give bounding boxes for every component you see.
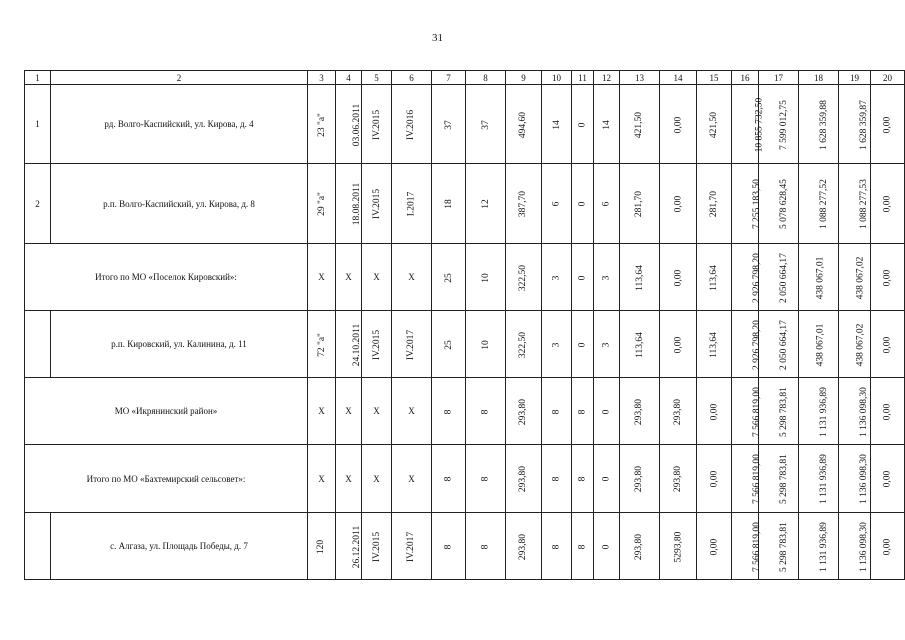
column-header: 13 [620, 71, 660, 85]
cell-c16 [732, 311, 762, 378]
cell-value: 14 [601, 119, 612, 130]
cell-value: 0,00 [882, 336, 893, 353]
table-row [25, 513, 905, 580]
cell-value: 293,80 [634, 398, 645, 425]
data-table [24, 70, 905, 580]
cell-c12 [594, 164, 620, 244]
cell-value: 37 [480, 119, 491, 130]
cell-value: 8 [577, 409, 588, 414]
cell-c8 [466, 85, 506, 164]
cell-value: I.2017 [406, 191, 417, 217]
column-header: 11 [572, 71, 594, 85]
cell-c9 [506, 311, 542, 378]
cell-c8 [466, 445, 506, 513]
cell-value: 421,50 [634, 111, 645, 138]
cell-c18 [799, 378, 839, 445]
cell-c3 [308, 85, 336, 164]
cell-c16 [732, 164, 762, 244]
cell-value: 1 131 936,89 [818, 521, 829, 572]
cell-c20 [871, 311, 905, 378]
cell-value: 1 088 277,53 [858, 179, 869, 229]
cell-c16 [732, 513, 762, 580]
cell-value: X [373, 272, 380, 282]
cell-c4 [336, 311, 362, 378]
cell-c4 [336, 378, 362, 445]
cell-value: 494,60 [518, 111, 529, 138]
address-cell: рд. Волго-Каспийский, ул. Кирова, д. 4 [51, 85, 308, 164]
cell-value: 438 067,02 [855, 323, 866, 366]
cell-value: 113,64 [634, 331, 645, 358]
cell-c4 [336, 244, 362, 311]
cell-c13 [620, 244, 660, 311]
column-header: 10 [542, 71, 572, 85]
cell-value: 8 [443, 544, 454, 549]
cell-value: 14 [551, 119, 562, 130]
cell-c13 [620, 85, 660, 164]
cell-value: 0,00 [882, 470, 893, 488]
cell-value: 293,80 [634, 533, 645, 560]
cell-c6 [392, 445, 432, 513]
cell-value: 12 [480, 199, 491, 209]
cell-c11 [572, 85, 594, 164]
cell-value: 322,50 [518, 264, 529, 291]
cell-value: 0 [601, 544, 612, 549]
cell-c18 [799, 311, 839, 378]
cell-value: 0,00 [882, 116, 893, 133]
cell-c8 [466, 378, 506, 445]
cell-value: 23 "а" [316, 112, 327, 137]
table-row [25, 311, 905, 378]
cell-value: 8 [577, 476, 588, 482]
cell-value: 7 599 012,75 [778, 99, 789, 150]
cell-c18 [799, 244, 839, 311]
cell-c6 [392, 85, 432, 164]
cell-value: 0,00 [882, 195, 893, 213]
cell-c4 [336, 513, 362, 580]
cell-value: 1 628 359,88 [818, 99, 829, 150]
cell-c7 [432, 164, 466, 244]
cell-value: 8 [443, 409, 454, 414]
cell-value: 0 [601, 409, 612, 414]
column-header: 20 [871, 71, 905, 85]
column-header: 18 [799, 71, 839, 85]
cell-c14 [660, 513, 697, 580]
cell-c9 [506, 244, 542, 311]
table-row [25, 85, 905, 164]
cell-c18 [799, 513, 839, 580]
cell-value: 1 088 277,52 [818, 179, 829, 229]
cell-value: 113,64 [634, 264, 645, 291]
cell-value: 37 [443, 119, 454, 130]
cell-value: 24.10.2011 [352, 323, 363, 366]
cell-c13 [620, 164, 660, 244]
page-number: 31 [432, 32, 443, 44]
cell-c16 [732, 244, 762, 311]
cell-value: 0,00 [709, 403, 719, 420]
column-header: 17 [759, 71, 799, 85]
cell-value: 2 926 798,20 [751, 319, 762, 370]
cell-c4 [336, 164, 362, 244]
cell-c7 [432, 244, 466, 311]
cell-c13 [620, 311, 660, 378]
cell-value: IV.2017 [406, 531, 417, 562]
row-number: 2 [25, 164, 51, 244]
address-cell: с. Алгаза, ул. Площадь Победы, д. 7 [51, 513, 308, 580]
cell-value: 0,00 [673, 116, 683, 133]
cell-value: X [408, 272, 415, 282]
column-header: 4 [336, 71, 362, 85]
cell-c5 [362, 85, 392, 164]
cell-value: IV.2017 [406, 329, 417, 360]
cell-c19 [839, 85, 871, 164]
cell-c10 [542, 85, 572, 164]
cell-c17 [759, 244, 799, 311]
cell-value: 0 [577, 342, 588, 347]
column-header: 6 [392, 71, 432, 85]
cell-value: 5293,80 [673, 531, 683, 562]
cell-c3 [308, 513, 336, 580]
cell-c14 [660, 311, 697, 378]
cell-c3 [308, 378, 336, 445]
cell-c19 [839, 445, 871, 513]
cell-value: IV.2015 [372, 109, 383, 140]
cell-c9 [506, 164, 542, 244]
cell-value: 438 067,01 [815, 256, 826, 299]
cell-value: 10 [480, 339, 491, 350]
cell-value: 29 "а" [316, 192, 327, 216]
cell-value: 387,70 [518, 190, 529, 218]
cell-c4 [336, 445, 362, 513]
cell-c6 [392, 378, 432, 445]
cell-c8 [466, 244, 506, 311]
column-header: 15 [697, 71, 732, 85]
cell-c18 [799, 85, 839, 164]
cell-c3 [308, 244, 336, 311]
row-label: Итого по МО «Бахтемирский сельсовет»: [25, 445, 308, 513]
cell-c15 [697, 513, 732, 580]
cell-value: 0,00 [882, 538, 893, 555]
cell-value: 120 [316, 539, 327, 554]
cell-value: 1 628 359,87 [858, 99, 869, 150]
cell-value: 0,00 [882, 403, 893, 420]
cell-value: 293,80 [518, 533, 529, 560]
cell-value: 0,00 [673, 269, 683, 286]
cell-value: 10 855 732,50 [754, 97, 765, 152]
cell-value: 0,00 [709, 538, 719, 555]
cell-value: 293,80 [634, 465, 645, 493]
cell-c17 [759, 164, 799, 244]
cell-c20 [871, 164, 905, 244]
cell-c7 [432, 378, 466, 445]
cell-value: 10 [480, 272, 491, 283]
header-row [25, 71, 905, 85]
cell-value: 293,80 [673, 398, 683, 425]
cell-value: 113,64 [709, 331, 719, 358]
cell-c11 [572, 513, 594, 580]
cell-value: 293,80 [518, 398, 529, 425]
cell-c19 [839, 311, 871, 378]
cell-value: 03.06.2011 [352, 103, 363, 146]
cell-c20 [871, 445, 905, 513]
cell-value: 3 [601, 275, 612, 280]
cell-value: IV.2015 [372, 188, 383, 220]
cell-value: X [408, 473, 415, 484]
cell-c10 [542, 513, 572, 580]
cell-c11 [572, 164, 594, 244]
cell-value: 1 136 098,30 [858, 521, 869, 572]
column-header: 9 [506, 71, 542, 85]
cell-c10 [542, 445, 572, 513]
cell-c6 [392, 244, 432, 311]
cell-value: X [318, 473, 325, 484]
cell-c9 [506, 445, 542, 513]
cell-value: 72 "а" [316, 332, 327, 357]
cell-c16 [732, 445, 762, 513]
cell-c19 [839, 164, 871, 244]
cell-value: IV.2015 [372, 329, 383, 360]
cell-c7 [432, 85, 466, 164]
cell-value: 438 067,02 [855, 256, 866, 299]
address-cell: р.п. Волго-Каспийский, ул. Кирова, д. 8 [51, 164, 308, 244]
cell-value: 1 131 936,89 [818, 386, 829, 437]
cell-value: IV.2015 [372, 531, 383, 562]
column-header: 14 [660, 71, 697, 85]
summary-row [25, 244, 905, 311]
cell-value: 6 [551, 201, 562, 207]
cell-c14 [660, 164, 697, 244]
cell-value: 7 566 819,00 [751, 386, 762, 437]
cell-value: 0,00 [673, 195, 683, 213]
cell-value: 8 [480, 476, 491, 482]
cell-value: 0 [577, 122, 588, 127]
column-header: 8 [466, 71, 506, 85]
cell-c18 [799, 164, 839, 244]
cell-value: 293,80 [518, 465, 529, 493]
cell-c13 [620, 378, 660, 445]
cell-value: X [373, 406, 380, 416]
cell-c7 [432, 311, 466, 378]
cell-c5 [362, 164, 392, 244]
cell-value: 5 298 783,81 [778, 521, 789, 572]
cell-value: 5 298 783,81 [778, 454, 789, 504]
cell-value: 0,00 [673, 336, 683, 353]
cell-c15 [697, 378, 732, 445]
cell-c12 [594, 513, 620, 580]
cell-c12 [594, 311, 620, 378]
cell-value: 8 [480, 409, 491, 414]
cell-c7 [432, 513, 466, 580]
cell-c10 [542, 164, 572, 244]
cell-c12 [594, 445, 620, 513]
cell-c17 [759, 311, 799, 378]
cell-value: 438 067,01 [815, 323, 826, 366]
cell-c5 [362, 445, 392, 513]
cell-value: 3 [551, 342, 562, 347]
cell-value: 2 050 664,17 [778, 252, 789, 303]
address-cell: р.п. Кировский, ул. Калинина, д. 11 [51, 311, 308, 378]
cell-value: 2 926 798,20 [751, 252, 762, 303]
cell-c15 [697, 311, 732, 378]
cell-value: 18.08.2011 [352, 182, 363, 226]
cell-c14 [660, 85, 697, 164]
cell-value: X [345, 473, 352, 484]
cell-c5 [362, 378, 392, 445]
cell-value: 8 [443, 476, 454, 482]
cell-c11 [572, 244, 594, 311]
cell-value: X [318, 272, 325, 282]
summary-row [25, 378, 905, 445]
cell-c13 [620, 513, 660, 580]
cell-value: 281,70 [709, 190, 719, 218]
cell-value: X [345, 272, 352, 282]
cell-value: 6 [601, 201, 612, 207]
cell-c12 [594, 378, 620, 445]
cell-value: 113,64 [709, 264, 719, 291]
cell-c8 [466, 311, 506, 378]
cell-c20 [871, 244, 905, 311]
column-header: 5 [362, 71, 392, 85]
cell-c16 [732, 85, 765, 164]
cell-c11 [572, 311, 594, 378]
cell-c12 [594, 85, 620, 164]
cell-c17 [759, 513, 799, 580]
column-header: 12 [594, 71, 620, 85]
column-header: 3 [308, 71, 336, 85]
cell-c15 [697, 244, 732, 311]
cell-value: 26.12.2011 [352, 525, 363, 568]
cell-c17 [759, 445, 799, 513]
cell-value: 421,50 [709, 111, 719, 138]
cell-c9 [506, 378, 542, 445]
cell-value: X [345, 406, 352, 416]
cell-value: 8 [577, 544, 588, 549]
cell-c5 [362, 244, 392, 311]
cell-value: 1 131 936,89 [818, 454, 829, 504]
cell-value: 25 [443, 339, 454, 350]
cell-c15 [697, 445, 732, 513]
cell-value: 8 [551, 544, 562, 549]
cell-c6 [392, 164, 432, 244]
cell-c15 [697, 85, 732, 164]
cell-value: X [373, 473, 380, 484]
cell-c4 [336, 85, 362, 164]
cell-value: 3 [551, 275, 562, 280]
cell-c16 [732, 378, 762, 445]
cell-c11 [572, 445, 594, 513]
cell-c14 [660, 244, 697, 311]
cell-value: 0 [601, 476, 612, 482]
cell-c12 [594, 244, 620, 311]
row-number: 1 [25, 85, 51, 164]
cell-c14 [660, 378, 697, 445]
cell-value: 5 078 628,45 [778, 179, 789, 229]
cell-c14 [660, 445, 697, 513]
cell-c9 [506, 513, 542, 580]
cell-c6 [392, 513, 432, 580]
cell-c19 [839, 513, 871, 580]
cell-value: X [408, 406, 415, 416]
column-header: 7 [432, 71, 466, 85]
cell-value: 8 [480, 544, 491, 549]
cell-value: 2 050 664,17 [778, 319, 789, 370]
cell-c13 [620, 445, 660, 513]
cell-c20 [871, 513, 905, 580]
cell-c3 [308, 445, 336, 513]
cell-value: 5 298 783,81 [778, 386, 789, 437]
row-label: МО «Икрянинский район» [25, 378, 308, 445]
column-header: 1 [25, 71, 51, 85]
cell-c18 [799, 445, 839, 513]
column-header: 16 [732, 71, 759, 85]
row-label: Итого по МО «Поселок Кировский»: [25, 244, 308, 311]
cell-c10 [542, 311, 572, 378]
column-header: 2 [51, 71, 308, 85]
cell-c19 [839, 244, 871, 311]
cell-value: 0,00 [882, 269, 893, 286]
cell-c8 [466, 513, 506, 580]
cell-value: 281,70 [634, 190, 645, 218]
column-header: 19 [839, 71, 871, 85]
cell-c3 [308, 311, 336, 378]
cell-c6 [392, 311, 432, 378]
cell-value: 0 [577, 201, 588, 207]
cell-value: 3 [601, 342, 612, 347]
cell-c20 [871, 378, 905, 445]
cell-value: X [318, 406, 325, 416]
cell-value: 1 136 098,30 [858, 454, 869, 504]
table-row [25, 164, 905, 244]
row-number [25, 513, 51, 580]
cell-c5 [362, 311, 392, 378]
cell-c17 [759, 85, 799, 164]
cell-c20 [871, 85, 905, 164]
cell-c10 [542, 378, 572, 445]
cell-c8 [466, 164, 506, 244]
cell-value: 293,80 [673, 465, 683, 493]
cell-c7 [432, 445, 466, 513]
cell-value: 1 136 098,30 [858, 386, 869, 437]
cell-value: 7 566 819,00 [751, 454, 762, 504]
cell-c9 [506, 85, 542, 164]
cell-c11 [572, 378, 594, 445]
cell-c19 [839, 378, 871, 445]
summary-row [25, 445, 905, 513]
cell-c3 [308, 164, 336, 244]
cell-value: 18 [443, 199, 454, 209]
cell-value: IV.2016 [406, 109, 417, 140]
cell-c5 [362, 513, 392, 580]
cell-value: 8 [551, 409, 562, 414]
cell-c15 [697, 164, 732, 244]
cell-c10 [542, 244, 572, 311]
cell-value: 25 [443, 272, 454, 283]
cell-value: 7 566 819,00 [751, 521, 762, 572]
cell-c17 [759, 378, 799, 445]
cell-value: 0 [577, 275, 588, 280]
cell-value: 0,00 [709, 470, 719, 488]
row-number [25, 311, 51, 378]
cell-value: 322,50 [518, 331, 529, 358]
cell-value: 8 [551, 476, 562, 482]
cell-value: 7 255 183,50 [751, 179, 762, 229]
